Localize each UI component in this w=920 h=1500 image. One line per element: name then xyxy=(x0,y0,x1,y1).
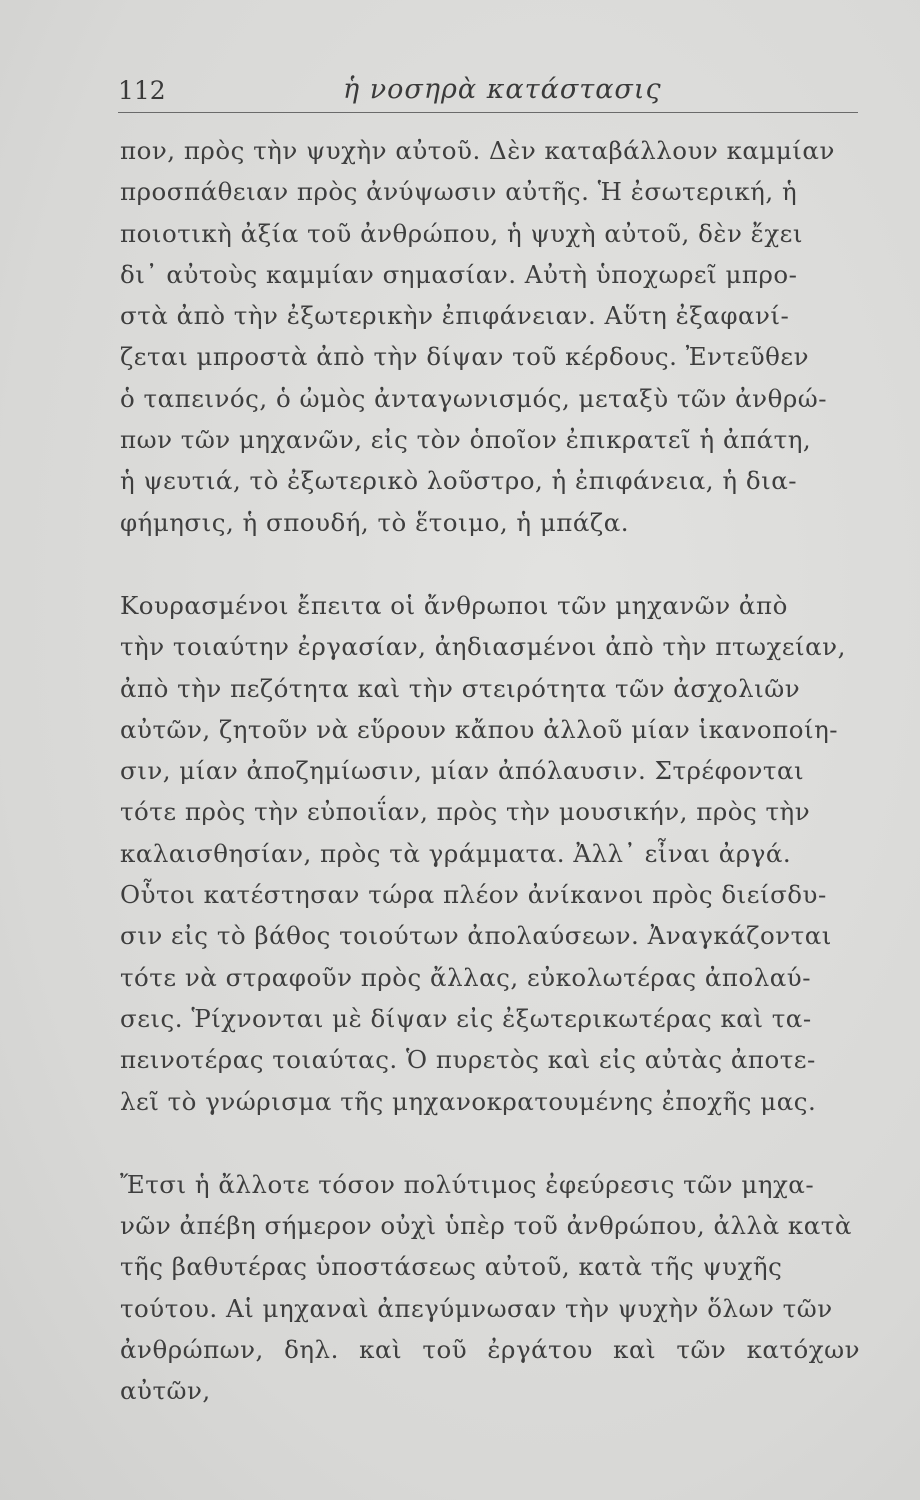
paragraph-3: Ἔτσι ἡ ἄλλοτε τόσον πολύτιμος ἐφεύρεσις τῶν μηχα- νῶν ἀπέβη σήμερον οὐχὶ ὑπὲρ τοῦ ἀνθρώπου, ἀλλὰ κατὰ τῆς βαθυτέρας ὑποστάσεως αὐτοῦ, κατὰ τῆς ψυχῆς τούτου. Αἱ μηχαναὶ ἀπεγύμνωσαν τὴν ψυχὴν ὅλων τῶν ἀνθρώπων, δηλ. καὶ τοῦ ἐργάτου καὶ τῶν κατόχων αὐτῶν, xyxy=(120,1169,860,1406)
body-text xyxy=(120,130,860,1412)
paragraph-2: Κουρασμένοι ἔπειτα οἱ ἄνθρωποι τῶν μηχανῶν ἀπὸ τὴν τοιαύτην ἐργασίαν, ἀηδιασμένοι ἀπὸ τὴν πτωχείαν, ἀπὸ τὴν πεζότητα καὶ τὴν στειρότητα τῶν ἀσχολιῶν αὐτῶν, ζητοῦν νὰ εὕρουν κἄπου ἀλλοῦ μίαν ἱκανοποίη- σιν, μίαν ἀποζημίωσιν, μίαν ἀπόλαυσιν. Στρέφονται τότε πρὸς τὴν εὐποιΐαν, πρὸς τὴν μουσικήν, πρὸς τὴν καλαισθησίαν, πρὸς τὰ γράμματα. Ἀλλ᾽ εἶναι ἀργά. Οὗτοι κατέστησαν τώρα πλέον ἀνίκανοι πρὸς διείσδυ- σιν εἰς τὸ βάθος τοιούτων ἀπολαύσεων. Ἀναγκάζονται τότε νὰ στραφοῦν πρὸς ἄλλας, εὐκολωτέρας ἀπολαύ- σεις. Ῥίχνονται μὲ δίψαν εἰς ἐξωτερικωτέρας καὶ τα- πεινοτέρας τοιαύτας. Ὁ πυρετὸς καὶ εἰς αὐτὰς ἀποτε- λεῖ τὸ γνώρισμα τῆς μηχανοκρατουμένης ἐποχῆς μας. xyxy=(120,590,846,1116)
page-number: 112 xyxy=(118,76,166,105)
running-title: ἡ νοσηρὰ κατάστασις xyxy=(343,74,662,105)
paragraph-1: πον, πρὸς τὴν ψυχὴν αὐτοῦ. Δὲν καταβάλλουν καμμίαν προσπάθειαν πρὸς ἀνύψωσιν αὐτῆς. Ἡ ἐσωτερική, ἡ ποιοτικὴ ἀξία τοῦ ἀνθρώπου, ἡ ψυχὴ αὐτοῦ, δὲν ἔχει δι᾽ αὐτοὺς καμμίαν σημασίαν. Αὐτὴ ὑποχωρεῖ μπρο- στὰ ἀπὸ τὴν ἐξωτερικὴν ἐπιφάνειαν. Αὕτη ἐξαφανί- ζεται μπροστὰ ἀπὸ τὴν δίψαν τοῦ κέρδους. Ἐντεῦθεν ὁ ταπεινός, ὁ ὠμὸς ἀνταγωνισμός, μεταξὺ τῶν ἀνθρώ- πων τῶν μηχανῶν, εἰς τὸν ὁποῖον ἐπικρατεῖ ἡ ἀπάτη, ἡ ψευτιά, τὸ ἐξωτερικὸ λοῦστρο, ἡ ἐπιφάνεια, ἡ δια- φήμησις, ἡ σπουδή, τὸ ἕτοιμο, ἡ μπάζα. xyxy=(120,136,835,537)
running-head xyxy=(118,72,858,113)
